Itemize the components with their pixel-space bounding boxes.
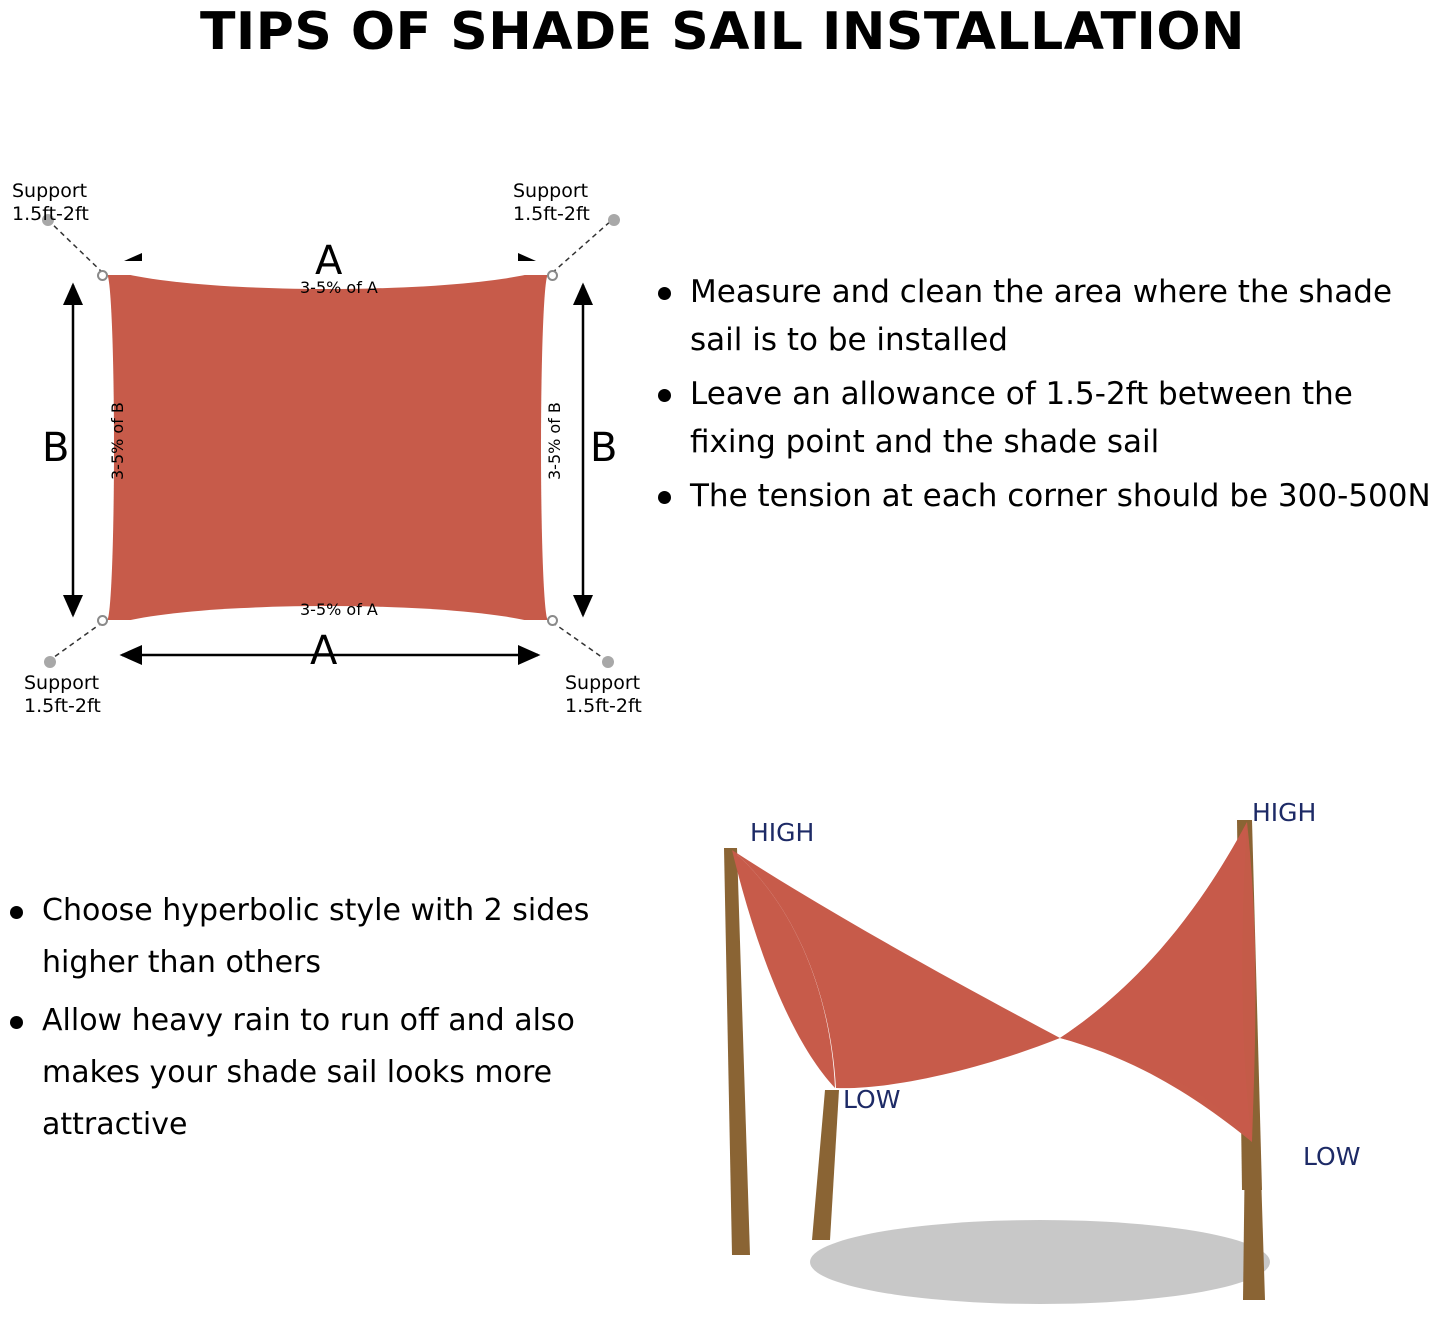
hyperbolic-sail-drawing bbox=[640, 770, 1445, 1315]
tips-list-right bbox=[648, 268, 1445, 526]
support-label-text: Support bbox=[565, 672, 641, 694]
post-high-left bbox=[724, 848, 750, 1255]
support-label-top-right bbox=[513, 180, 590, 226]
tip-text: Allow heavy rain to run off and also makes your shade sail looks more attractive bbox=[42, 1003, 575, 1142]
list-item bbox=[0, 885, 620, 989]
dimension-label-a-bottom: A bbox=[310, 628, 338, 674]
tips-right-items bbox=[648, 268, 1445, 520]
corner-ring-top-left bbox=[97, 270, 108, 281]
list-item bbox=[0, 995, 620, 1151]
list-item bbox=[648, 370, 1445, 466]
tip-text: Leave an allowance of 1.5-2ft between the fixing point and the shade sail bbox=[690, 376, 1353, 460]
tips-list-left bbox=[0, 885, 620, 1157]
post-low-right bbox=[1243, 1142, 1265, 1300]
dimension-label-a-top: A bbox=[315, 238, 343, 284]
support-label-bottom-left bbox=[24, 672, 101, 718]
sail-fill bbox=[100, 275, 555, 620]
bullet-icon bbox=[658, 491, 671, 504]
support-label-bottom-right bbox=[565, 672, 642, 718]
label-high-left: HIGH bbox=[750, 818, 815, 847]
support-label-text: Support bbox=[24, 672, 100, 694]
label-low-right: LOW bbox=[1303, 1142, 1361, 1171]
bullet-icon bbox=[658, 287, 671, 300]
support-label-value: 1.5ft-2ft bbox=[565, 695, 642, 717]
post-low-left bbox=[812, 1090, 839, 1240]
support-label-top-left bbox=[12, 180, 89, 226]
support-label-value: 1.5ft-2ft bbox=[12, 203, 89, 225]
tip-text: The tension at each corner should be 300-500N bbox=[690, 478, 1431, 514]
list-item bbox=[648, 268, 1445, 364]
support-label-text: Support bbox=[12, 180, 88, 202]
tip-text: Choose hyperbolic style with 2 sides higher than others bbox=[42, 893, 590, 980]
curve-note-top: 3-5% of A bbox=[300, 278, 378, 297]
bullet-icon bbox=[658, 389, 671, 402]
support-point-top-right bbox=[608, 214, 620, 226]
corner-ring-bottom-left bbox=[97, 615, 108, 626]
list-item bbox=[648, 472, 1445, 520]
support-label-value: 1.5ft-2ft bbox=[513, 203, 590, 225]
sail-wing-right-b bbox=[1060, 822, 1256, 1142]
bullet-icon bbox=[10, 906, 23, 919]
hyperbolic-sail-diagram bbox=[640, 770, 1445, 1315]
corner-ring-top-right bbox=[547, 270, 558, 281]
rectangle-sail-diagram bbox=[0, 160, 660, 730]
corner-ring-bottom-right bbox=[547, 615, 558, 626]
support-label-value: 1.5ft-2ft bbox=[24, 695, 101, 717]
support-point-bottom-right bbox=[602, 656, 614, 668]
tip-text: Measure and clean the area where the shade sail is to be installed bbox=[690, 274, 1393, 358]
curve-note-right: 3-5% of B bbox=[545, 402, 564, 480]
tips-left-items bbox=[0, 885, 620, 1151]
bullet-icon bbox=[10, 1016, 23, 1029]
page-title: TIPS OF SHADE SAIL INSTALLATION bbox=[199, 2, 1246, 62]
support-point-bottom-left bbox=[44, 656, 56, 668]
curve-note-bottom: 3-5% of A bbox=[300, 600, 378, 619]
dimension-label-b-right: B bbox=[590, 425, 618, 471]
label-low-left: LOW bbox=[843, 1085, 901, 1114]
support-label-text: Support bbox=[513, 180, 589, 202]
curve-note-left: 3-5% of B bbox=[108, 402, 127, 480]
dimension-label-b-left: B bbox=[42, 425, 70, 471]
sail-shape bbox=[100, 275, 555, 620]
label-high-right: HIGH bbox=[1252, 798, 1317, 827]
ground-shadow bbox=[810, 1220, 1270, 1304]
